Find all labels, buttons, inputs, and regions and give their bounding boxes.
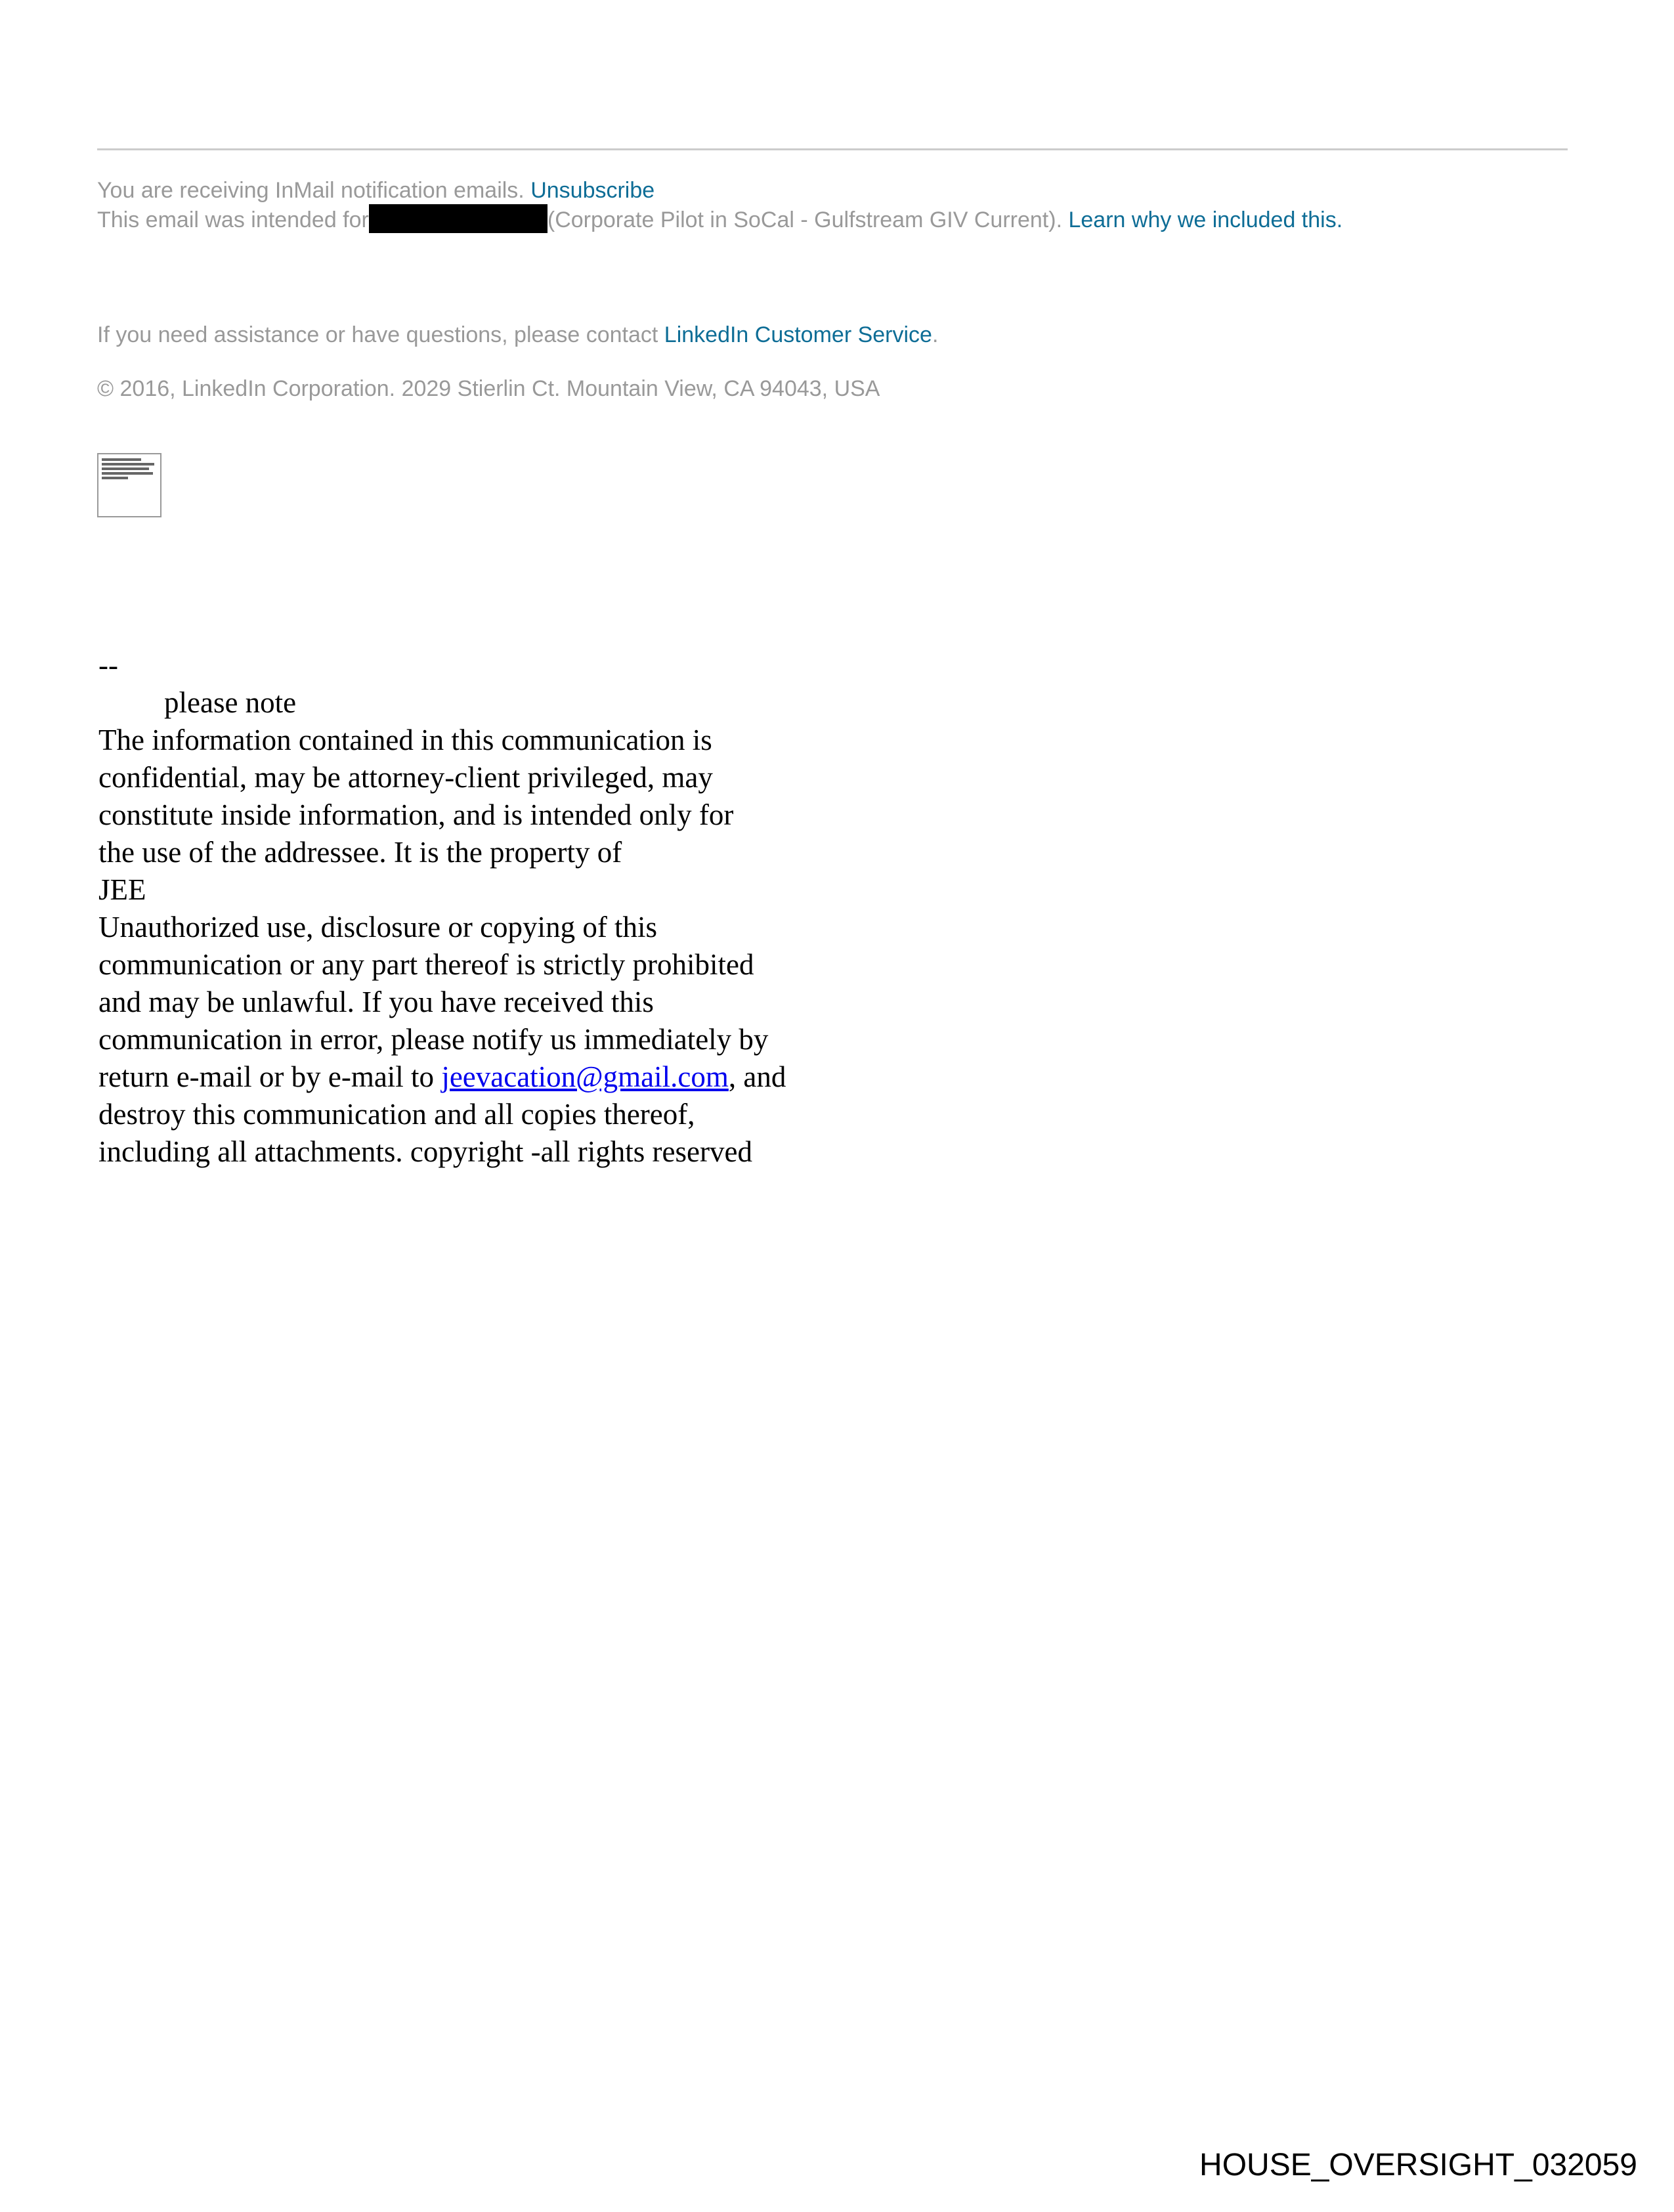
disclaimer-line: confidential, may be attorney-client privileged, may: [98, 761, 713, 794]
disclaimer-line: communication or any part thereof is strictly prohibited: [98, 948, 754, 981]
intended-prefix: This email was intended for: [97, 207, 369, 232]
assistance-text: If you need assistance or have questions, please contact: [97, 322, 658, 347]
disclaimer-line: including all attachments. copyright -all rights reserved: [98, 1135, 752, 1168]
signature-separator: --: [98, 649, 118, 682]
disclaimer-line: and may be unlawful. If you have received this: [98, 986, 654, 1018]
redaction-block: [369, 204, 547, 233]
disclaimer-line: The information contained in this communication is: [98, 724, 712, 756]
disclaimer-line: Unauthorized use, disclosure or copying of this: [98, 911, 658, 943]
disclaimer-line: the use of the addressee. It is the property of: [98, 836, 622, 869]
copyright-line: © 2016, LinkedIn Corporation. 2029 Stierlin Ct. Mountain View, CA 94043, USA: [97, 376, 880, 401]
horizontal-divider: [97, 148, 1568, 150]
inmail-notice-text: You are receiving InMail notification emails.: [97, 178, 525, 203]
disclaimer-line: JEE: [98, 873, 146, 906]
broken-image-icon: [97, 453, 161, 517]
signature-block: [98, 647, 952, 1171]
please-note: please note: [164, 686, 297, 719]
inmail-notice-line: [97, 176, 655, 205]
disclaimer-line: destroy this communication and all copies thereof,: [98, 1098, 695, 1131]
disclaimer-line: constitute inside information, and is intended only for: [98, 798, 734, 831]
intended-suffix: (Corporate Pilot in SoCal - Gulfstream GIV Current).: [547, 207, 1063, 232]
unsubscribe-link[interactable]: Unsubscribe: [530, 178, 655, 203]
assistance-end: .: [932, 322, 939, 347]
assistance-line: [97, 320, 938, 349]
disclaimer-line: communication in error, please notify us immediately by: [98, 1023, 769, 1056]
return-suffix: , and: [728, 1060, 786, 1093]
return-prefix: return e-mail or by e-mail to: [98, 1060, 442, 1093]
learn-why-link[interactable]: Learn why we included this.: [1068, 207, 1343, 232]
intended-for-line: [97, 204, 1342, 234]
email-link[interactable]: jeevacation@gmail.com: [441, 1060, 729, 1093]
disclaimer-email-line: [98, 1058, 952, 1096]
customer-service-link[interactable]: LinkedIn Customer Service: [664, 322, 932, 347]
bates-number: HOUSE_OVERSIGHT_032059: [1199, 2148, 1637, 2182]
